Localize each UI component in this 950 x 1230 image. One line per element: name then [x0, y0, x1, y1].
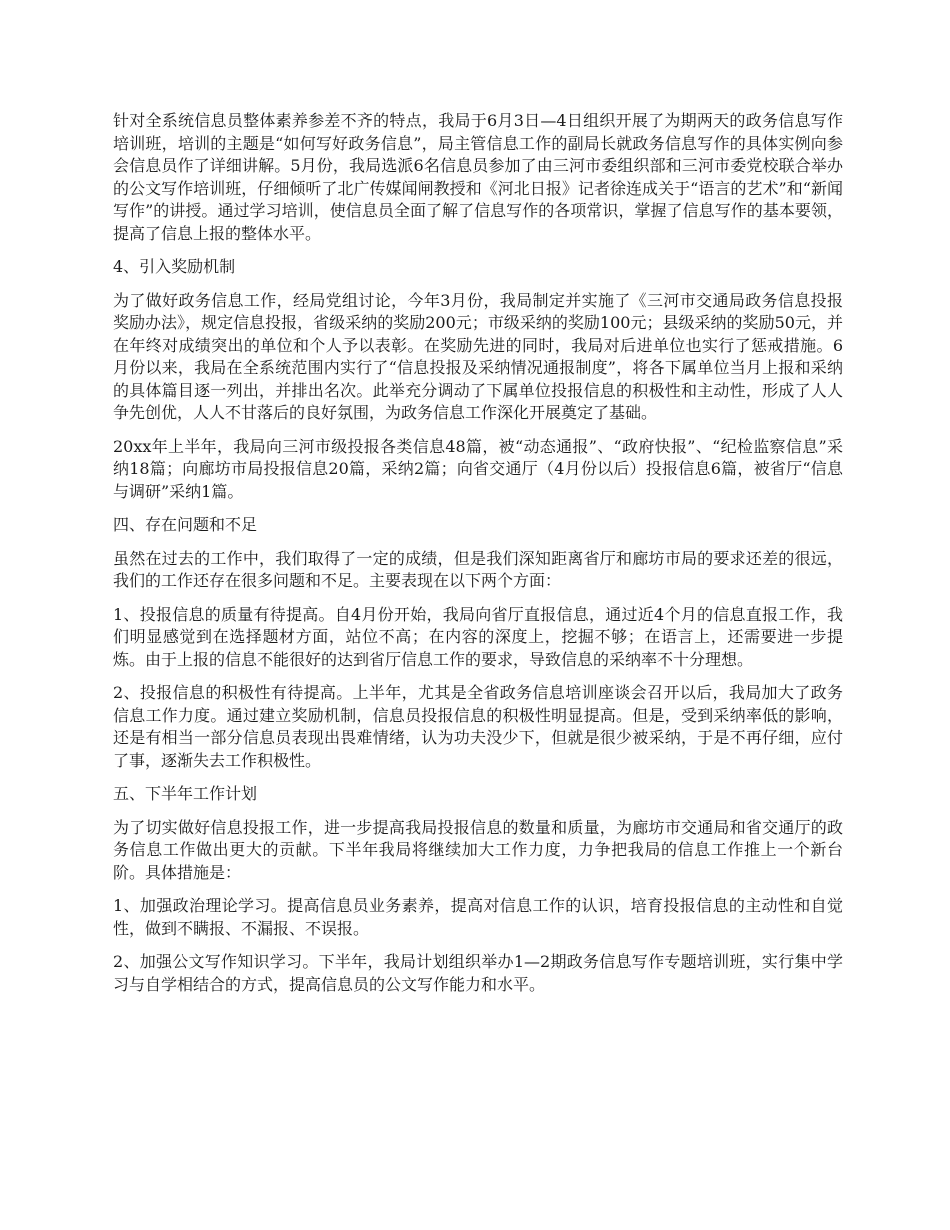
document-body: [113, 110, 843, 1007]
heading-reward-mechanism: 4、引入奖励机制: [113, 257, 236, 276]
paragraph-training: 针对全系统信息员整体素养参差不齐的特点，我局于6月3日—4日组织开展了为期两天的政务信息写作培训班，培训的主题是“如何写好政务信息”，局主管信息工作的副局长就政务信息写作的具体实例向参会信息员作了详细讲解。5月份，我局选派6名信息员参加了由三河市委组织部和三河市委党校联合举办的公文写作培训班，仔细倾听了北广传媒闻闸教授和《河北日报》记者徐连成关于“语言的艺术”和“新闻写作”的讲授。通过学习培训，使信息员全面了解了信息写作的各项常识，掌握了信息写作的基本要领，提高了信息上报的整体水平。: [113, 111, 843, 243]
heading-work-plan: 五、下半年工作计划: [113, 784, 258, 803]
paragraph-statistics: 20xx年上半年，我局向三河市级投报各类信息48篇，被“动态通报”、“政府快报”、“纪检监察信息”采纳18篇；向廊坊市局投报信息20篇，采纳2篇；向省交通厅（4月份以后）投报信息6篇，被省厅“信息与调研”采纳1篇。: [113, 436, 843, 501]
paragraph-problems-intro: 虽然在过去的工作中，我们取得了一定的成绩，但是我们深知距离省厅和廊坊市局的要求还差的很远，我们的工作还存在很多问题和不足。主要表现在以下两个方面：: [113, 548, 843, 590]
paragraph-plan-theory: 1、加强政治理论学习。提高信息员业务素养，提高对信息工作的认识，培育投报信息的主动性和自觉性，做到不瞒报、不漏报、不误报。: [113, 896, 843, 938]
paragraph-plan-intro: 为了切实做好信息投报工作，进一步提高我局投报信息的数量和质量，为廊坊市交通局和省交通厅的政务信息工作做出更大的贡献。下半年我局将继续加大工作力度，力争把我局的信息工作推上一个新台阶。具体措施是：: [113, 817, 843, 882]
paragraph-plan-writing: 2、加强公文写作知识学习。下半年，我局计划组织举办1—2期政务信息写作专题培训班，实行集中学习与自学相结合的方式，提高信息员的公文写作能力和水平。: [113, 952, 843, 994]
paragraph-problem-quality: 1、投报信息的质量有待提高。自4月份开始，我局向省厅直报信息，通过近4个月的信息直报工作，我们明显感觉到在选择题材方面，站位不高；在内容的深度上，挖掘不够；在语言上，还需要进一步提炼。由于上报的信息不能很好的达到省厅信息工作的要求，导致信息的采纳率不十分理想。: [113, 604, 843, 669]
paragraph-reward-policy: 为了做好政务信息工作，经局党组讨论，今年3月份，我局制定并实施了《三河市交通局政务信息投报奖励办法》，规定信息投报，省级采纳的奖励200元；市级采纳的奖励100元；县级采纳的奖励50元，并在年终对成绩突出的单位和个人予以表彰。在奖励先进的同时，我局对后进单位也实行了惩戒措施。6月份以来，我局在全系统范围内实行了“信息投报及采纳情况通报制度”，将各下属单位当月上报和采纳的具体篇目逐一列出，并排出名次。此举充分调动了下属单位投报信息的积极性和主动性，形成了人人争先创优，人人不甘落后的良好氛围，为政务信息工作深化开展奠定了基础。: [113, 290, 843, 422]
paragraph-problem-enthusiasm: 2、投报信息的积极性有待提高。上半年，尤其是全省政务信息培训座谈会召开以后，我局加大了政务信息工作力度。通过建立奖励机制，信息员投报信息的积极性明显提高。但是，受到采纳率低的影响，还是有相当一部分信息员表现出畏难情绪，认为功夫没少下，但就是很少被采纳，于是不再仔细，应付了事，逐渐失去工作积极性。: [113, 683, 843, 770]
heading-problems: 四、存在问题和不足: [113, 515, 258, 534]
